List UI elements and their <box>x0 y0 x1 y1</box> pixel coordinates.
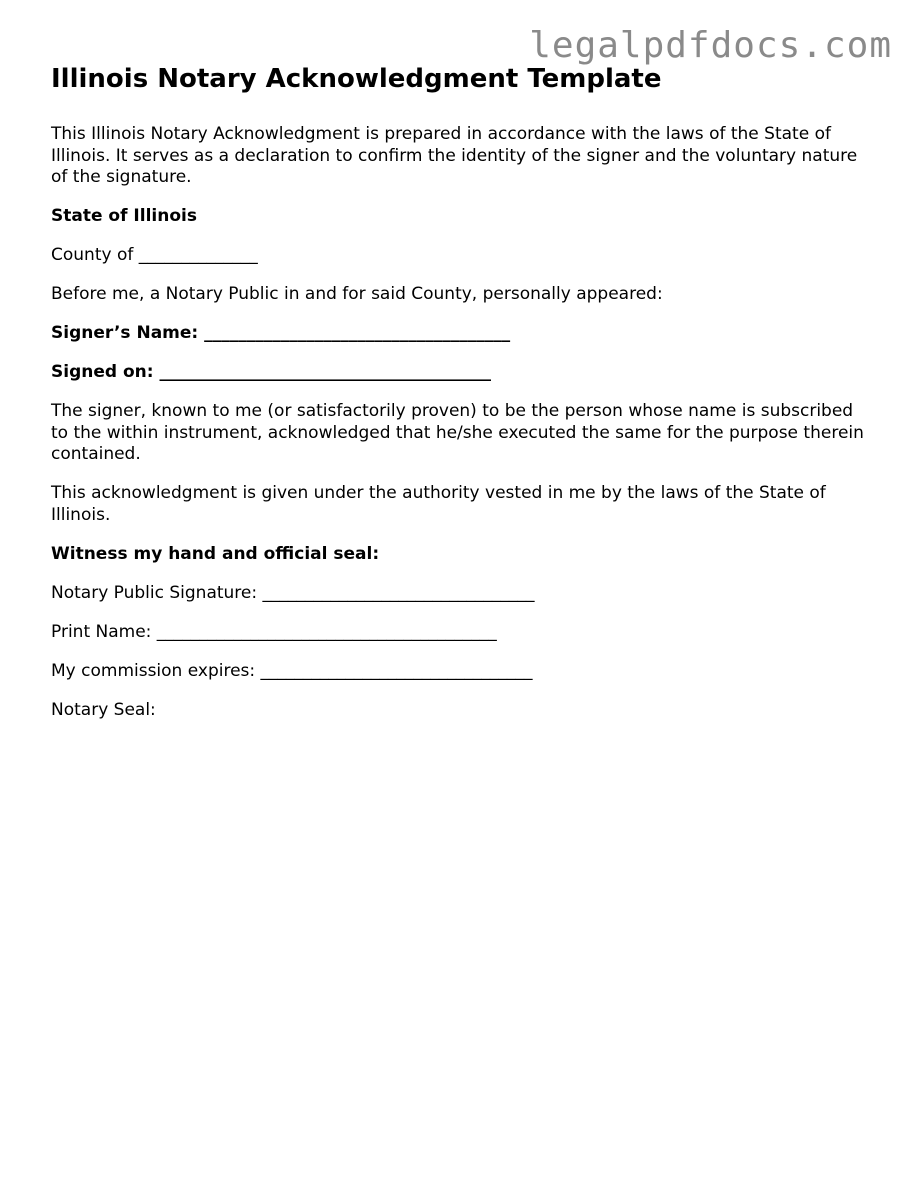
witness-heading: Witness my hand and official seal: <box>51 543 380 564</box>
county-field: County of ______________ <box>51 245 258 265</box>
signed-on-field: Signed on: _______________________________________ <box>51 362 491 382</box>
signer-name-field: Signer’s Name: ____________________________________ <box>51 323 511 343</box>
notary-signature-field: Notary Public Signature: ________________________________ <box>51 582 535 603</box>
print-name-field: Print Name: ________________________________________ <box>51 621 497 642</box>
before-me-paragraph: Before me, a Notary Public in and for said County, personally appeared: <box>51 284 663 304</box>
document-page <box>51 62 871 739</box>
acknowledgment-paragraph: The signer, known to me (or satisfactorily proven) to be the person whose name is subscribed to the within instrument, acknowledged that he/she executed the same for the purpose therein contained. <box>51 401 864 464</box>
notary-seal-label: Notary Seal: <box>51 699 156 720</box>
state-heading: State of Illinois <box>51 206 197 226</box>
intro-paragraph: This Illinois Notary Acknowledgment is prepared in accordance with the laws of the State of Illinois. It serves as a declaration to confirm the identity of the signer and the voluntary nature of the signature. <box>51 124 858 187</box>
authority-paragraph: This acknowledgment is given under the authority vested in me by the laws of the State of Illinois. <box>51 483 826 525</box>
commission-expires-field: My commission expires: ________________________________ <box>51 660 533 681</box>
watermark-logo: legalpdfdocs.com <box>529 25 892 66</box>
document-title: Illinois Notary Acknowledgment Template <box>51 64 662 94</box>
